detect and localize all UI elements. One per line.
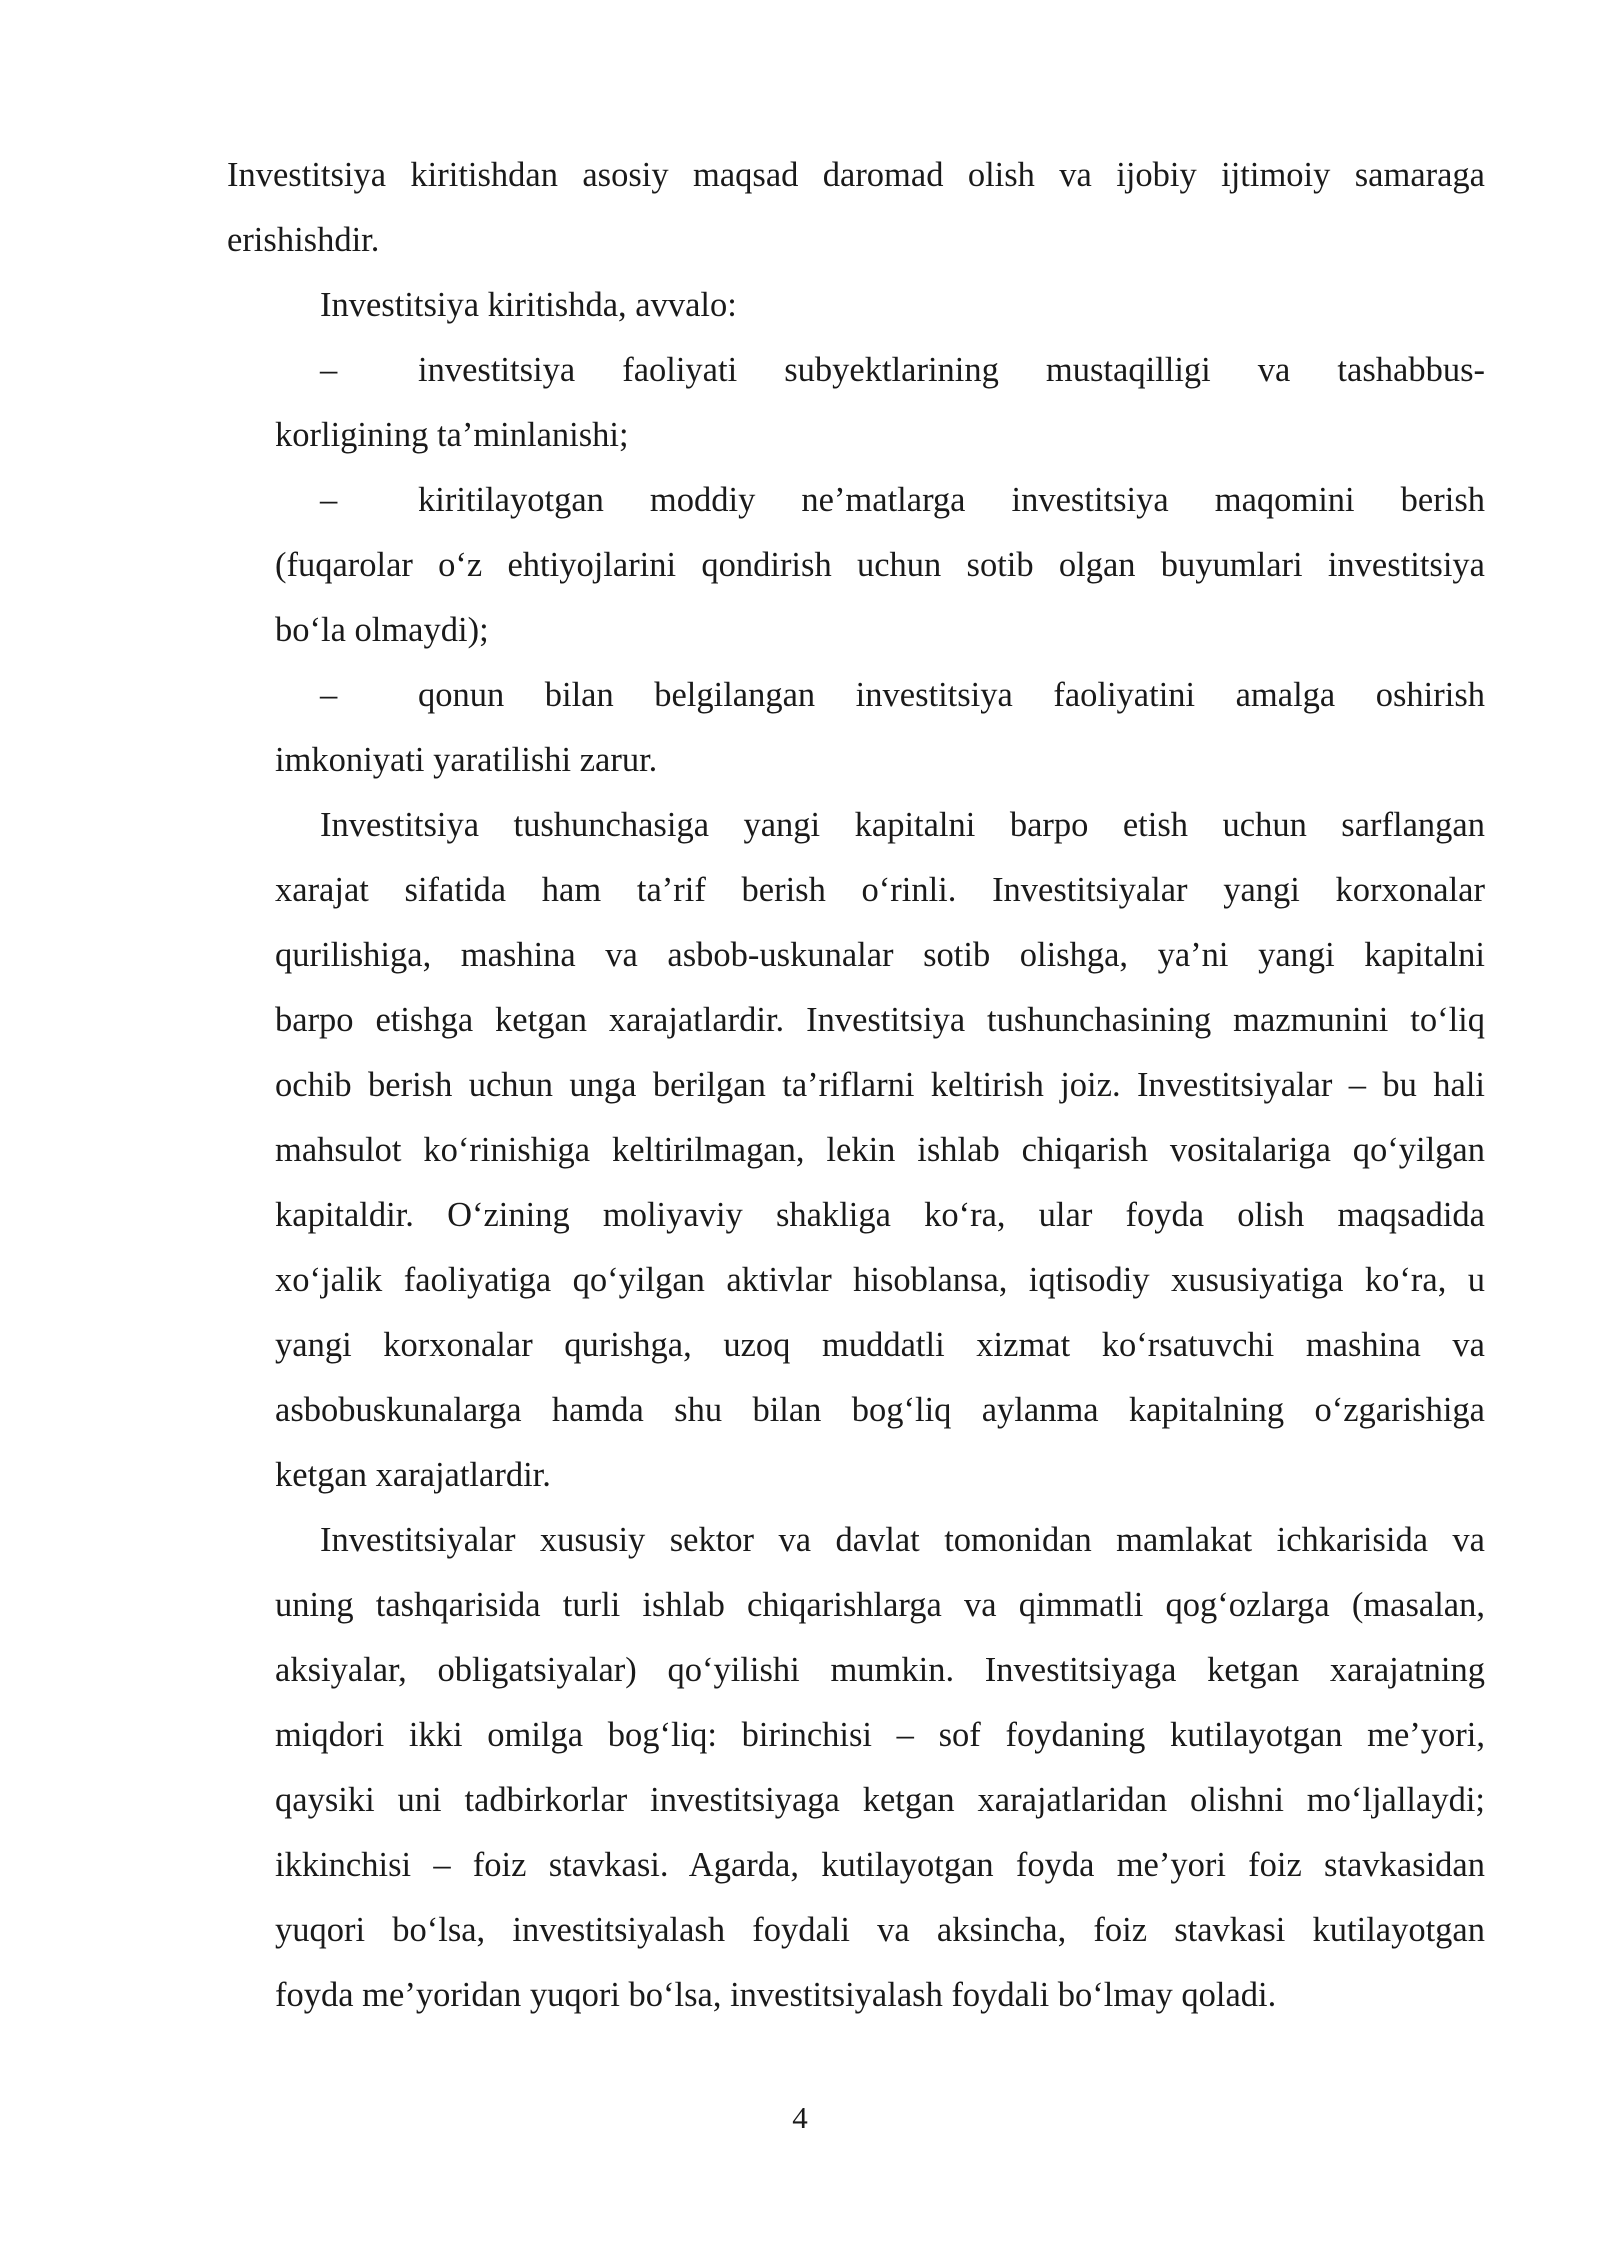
page-number: 4 [792,2100,808,2135]
list-bullet-dash: – [320,481,338,519]
text-line: yangi korxonalar qurishga, uzoq muddatli xizmat ko‘rsatuvchi mashina va [275,1326,1485,1364]
text-line: yuqori bo‘lsa, investitsiyalash foydali va aksincha, foiz stavkasi kutilayotgan [275,1911,1485,1949]
text-line: kapitaldir. O‘zining moliyaviy shakliga ko‘ra, ular foyda olish maqsadida [275,1196,1485,1234]
text-line: uning tashqarisida turli ishlab chiqarishlarga va qimmatli qog‘ozlarga (masalan, [275,1586,1485,1624]
list-bullet-dash: – [320,676,338,714]
text-line: Investitsiya kiritishda, avvalo: [320,286,737,324]
text-line: Investitsiya kiritishdan asosiy maqsad daromad olish va ijobiy ijtimoiy samaraga [227,156,1485,194]
text-line: imkoniyati yaratilishi zarur. [275,741,658,779]
text-line: barpo etishga ketgan xarajatlardir. Investitsiya tushunchasining mazmunini to‘liq [275,1001,1485,1039]
text-line: kiritilayotgan moddiy ne’matlarga investitsiya maqomini berish [418,481,1485,519]
text-line: ketgan xarajatlardir. [275,1456,551,1494]
text-line: miqdori ikki omilga bog‘liq: birinchisi – sof foydaning kutilayotgan me’yori, [275,1716,1485,1754]
text-line: Investitsiyalar xususiy sektor va davlat tomonidan mamlakat ichkarisida va [320,1521,1485,1559]
text-line: ochib berish uchun unga berilgan ta’riflarni keltirish joiz. Investitsiyalar – bu hali [275,1066,1485,1104]
text-line: qonun bilan belgilangan investitsiya faoliyatini amalga oshirish [418,676,1485,714]
text-line: aksiyalar, obligatsiyalar) qo‘yilishi mumkin. Investitsiyaga ketgan xarajatning [275,1651,1485,1689]
text-line: erishishdir. [227,221,380,259]
list-bullet-dash: – [320,351,338,389]
text-line: (fuqarolar o‘z ehtiyojlarini qondirish uchun sotib olgan buyumlari investitsiya [275,546,1485,584]
text-line: Investitsiya tushunchasiga yangi kapitalni barpo etish uchun sarflangan [320,806,1485,844]
text-line: ikkinchisi – foiz stavkasi. Agarda, kutilayotgan foyda me’yori foiz stavkasidan [275,1846,1485,1884]
text-line: bo‘la olmaydi); [275,611,489,649]
text-line: mahsulot ko‘rinishiga keltirilmagan, lekin ishlab chiqarish vositalariga qo‘yilgan [275,1131,1485,1169]
text-line: korligining ta’minlanishi; [275,416,629,454]
text-line: qaysiki uni tadbirkorlar investitsiyaga ketgan xarajatlaridan olishni mo‘ljallaydi; [275,1781,1485,1819]
text-line: qurilishiga, mashina va asbob-uskunalar sotib olishga, ya’ni yangi kapitalni [275,936,1485,974]
text-line: xarajat sifatida ham ta’rif berish o‘rinli. Investitsiyalar yangi korxonalar [275,871,1485,909]
text-line: asbobuskunalarga hamda shu bilan bog‘liq aylanma kapitalning o‘zgarishiga [275,1391,1485,1429]
text-line: xo‘jalik faoliyatiga qo‘yilgan aktivlar hisoblansa, iqtisodiy xususiyatiga ko‘ra, u [275,1261,1485,1299]
text-line: investitsiya faoliyati subyektlarining mustaqilligi va tashabbus- [418,351,1485,389]
text-line: foyda me’yoridan yuqori bo‘lsa, investitsiyalash foydali bo‘lmay qoladi. [275,1976,1277,2014]
